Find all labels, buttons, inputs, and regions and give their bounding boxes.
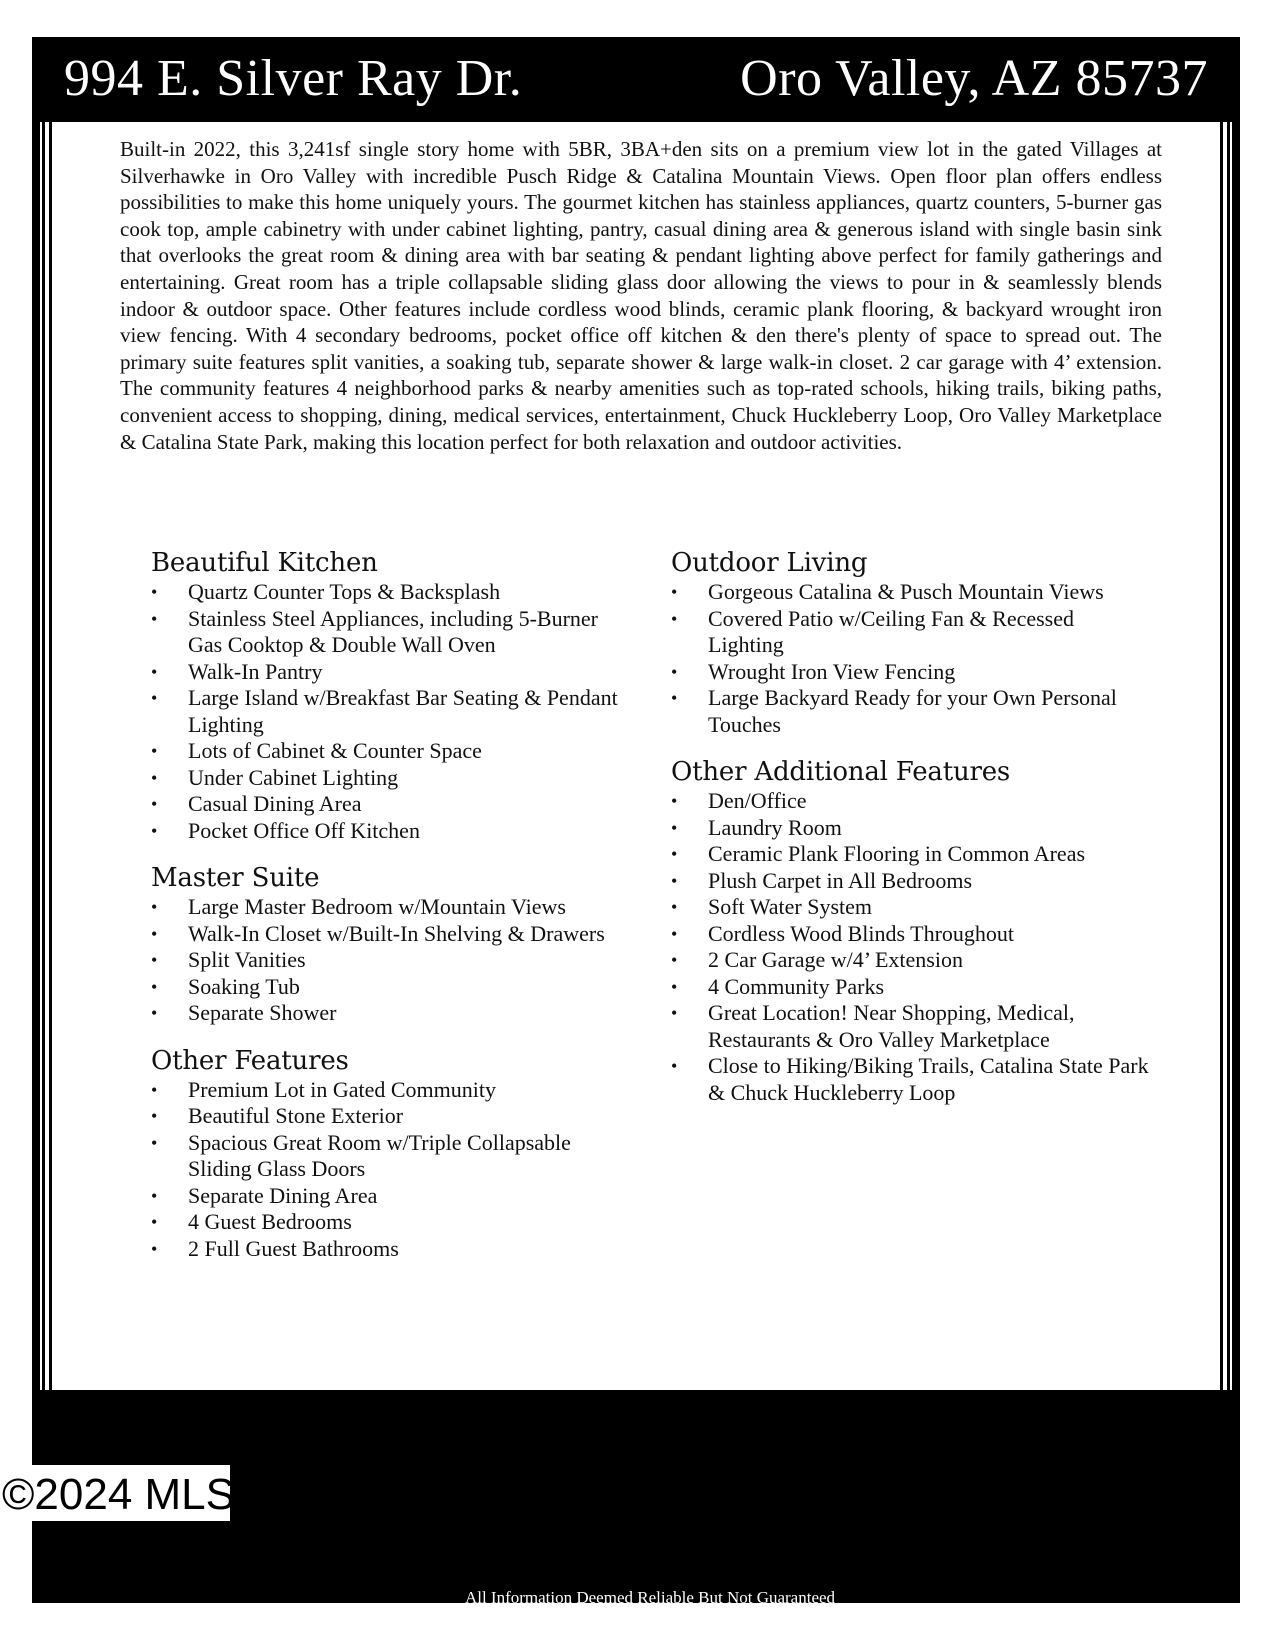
feature-item: • Soft Water System bbox=[671, 894, 1151, 921]
border-rule bbox=[1220, 122, 1223, 1390]
feature-item: • Large Island w/Breakfast Bar Seating & Pendant Lighting bbox=[151, 685, 621, 738]
feature-item: • Close to Hiking/Biking Trails, Catalina State Park & Chuck Huckleberry Loop bbox=[671, 1053, 1151, 1106]
feature-item: • Walk-In Pantry bbox=[151, 659, 621, 686]
right-column bbox=[671, 547, 1151, 1124]
section-master-suite bbox=[151, 862, 621, 1027]
feature-item: • Large Backyard Ready for your Own Personal Touches bbox=[671, 685, 1151, 738]
feature-item: • 4 Community Parks bbox=[671, 974, 1151, 1001]
header-bar bbox=[32, 37, 1240, 122]
feature-list bbox=[151, 894, 621, 1027]
copyright-text: ©2024 MLSSAZ bbox=[2, 1470, 321, 1519]
feature-item: • Pocket Office Off Kitchen bbox=[151, 818, 621, 845]
property-description: Built-in 2022, this 3,241sf single story home with 5BR, 3BA+den sits on a premium view lot in the gated Villages at Silverhawke in Oro Valley with incredible Pusch Ridge & Catalina Mountain Views. Open floor plan offers endless possibilities to make this home uniquely yours. The gourmet kitchen has stainless appliances, quartz counters, 5-burner gas cook top, ample cabinetry with under cabinet lighting, pantry, casual dining area & generous island with single basin sink that overlooks the great room & dining area with bar seating & pendant lighting above perfect for family gatherings and entertaining. Great room has a triple collapsable sliding glass door allowing the views to pour in & seamlessly blends indoor & outdoor space. Other features include cordless wood blinds, ceramic plank flooring, & backyard wrought iron view fencing. With 4 secondary bedrooms, pocket office off kitchen & den there's plenty of space to spread out. The primary suite features split vanities, a soaking tub, separate shower & large walk-in closet. 2 car garage with 4’ extension. The community features 4 neighborhood parks & nearby amenities such as top-rated schools, hiking trails, biking paths, convenient access to shopping, dining, medical services, entertainment, Chuck Huckleberry Loop, Oro Valley Marketplace & Catalina State Park, making this location perfect for both relaxation and outdoor activities. bbox=[120, 137, 1162, 454]
section-title: Beautiful Kitchen bbox=[151, 548, 378, 578]
feature-item: • Quartz Counter Tops & Backsplash bbox=[151, 579, 621, 606]
section-title: Other Features bbox=[151, 1045, 349, 1076]
feature-list bbox=[671, 579, 1151, 738]
feature-item: • Cordless Wood Blinds Throughout bbox=[671, 921, 1151, 948]
feature-item: • Laundry Room bbox=[671, 815, 1151, 842]
city-state-zip: Oro Valley, AZ 85737 bbox=[740, 50, 1208, 107]
border-rule bbox=[49, 122, 52, 1390]
feature-item: • 2 Full Guest Bathrooms bbox=[151, 1236, 621, 1263]
section-outdoor-living bbox=[671, 547, 1151, 738]
feature-list bbox=[151, 1077, 621, 1263]
feature-item: • Lots of Cabinet & Counter Space bbox=[151, 738, 621, 765]
feature-item: • Stainless Steel Appliances, including 5-Burner Gas Cooktop & Double Wall Oven bbox=[151, 606, 621, 659]
feature-item: • Split Vanities bbox=[151, 947, 621, 974]
content-panel bbox=[40, 122, 1232, 1390]
feature-item: • Under Cabinet Lighting bbox=[151, 765, 621, 792]
feature-item: • Large Master Bedroom w/Mountain Views bbox=[151, 894, 621, 921]
feature-item: • Soaking Tub bbox=[151, 974, 621, 1001]
feature-item: • Separate Dining Area bbox=[151, 1183, 621, 1210]
feature-list bbox=[671, 788, 1151, 1106]
feature-item: • Beautiful Stone Exterior bbox=[151, 1103, 621, 1130]
section-title: Master Suite bbox=[151, 863, 320, 893]
feature-item: • Gorgeous Catalina & Pusch Mountain Views bbox=[671, 579, 1151, 606]
section-title: Outdoor Living bbox=[671, 548, 868, 578]
feature-item: • Wrought Iron View Fencing bbox=[671, 659, 1151, 686]
feature-item: • Covered Patio w/Ceiling Fan & Recessed Lighting bbox=[671, 606, 1151, 659]
feature-item: • 2 Car Garage w/4’ Extension bbox=[671, 947, 1151, 974]
feature-item: • Plush Carpet in All Bedrooms bbox=[671, 868, 1151, 895]
section-title: Other Additional Features bbox=[671, 757, 1011, 787]
feature-item: • Great Location! Near Shopping, Medical, Restaurants & Oro Valley Marketplace bbox=[671, 1000, 1151, 1053]
section-other-features bbox=[151, 1045, 621, 1263]
feature-item: • Den/Office bbox=[671, 788, 1151, 815]
left-column bbox=[151, 547, 621, 1280]
street-address: 994 E. Silver Ray Dr. bbox=[64, 50, 523, 107]
feature-item: • Spacious Great Room w/Triple Collapsable Sliding Glass Doors bbox=[151, 1130, 621, 1183]
section-kitchen bbox=[151, 547, 621, 844]
feature-item: • Premium Lot in Gated Community bbox=[151, 1077, 621, 1104]
border-rule bbox=[1227, 122, 1230, 1390]
disclaimer-text: All Information Deemed Reliable But Not Guaranteed bbox=[464, 1588, 836, 1607]
feature-item: • Walk-In Closet w/Built-In Shelving & Drawers bbox=[151, 921, 621, 948]
flyer-sheet bbox=[32, 37, 1240, 1607]
section-additional-features bbox=[671, 756, 1151, 1106]
border-rule bbox=[42, 122, 45, 1390]
feature-item: • Separate Shower bbox=[151, 1000, 621, 1027]
feature-item: • Ceramic Plank Flooring in Common Areas bbox=[671, 841, 1151, 868]
feature-item: • Casual Dining Area bbox=[151, 791, 621, 818]
feature-list bbox=[151, 579, 621, 844]
feature-item: • 4 Guest Bedrooms bbox=[151, 1209, 621, 1236]
